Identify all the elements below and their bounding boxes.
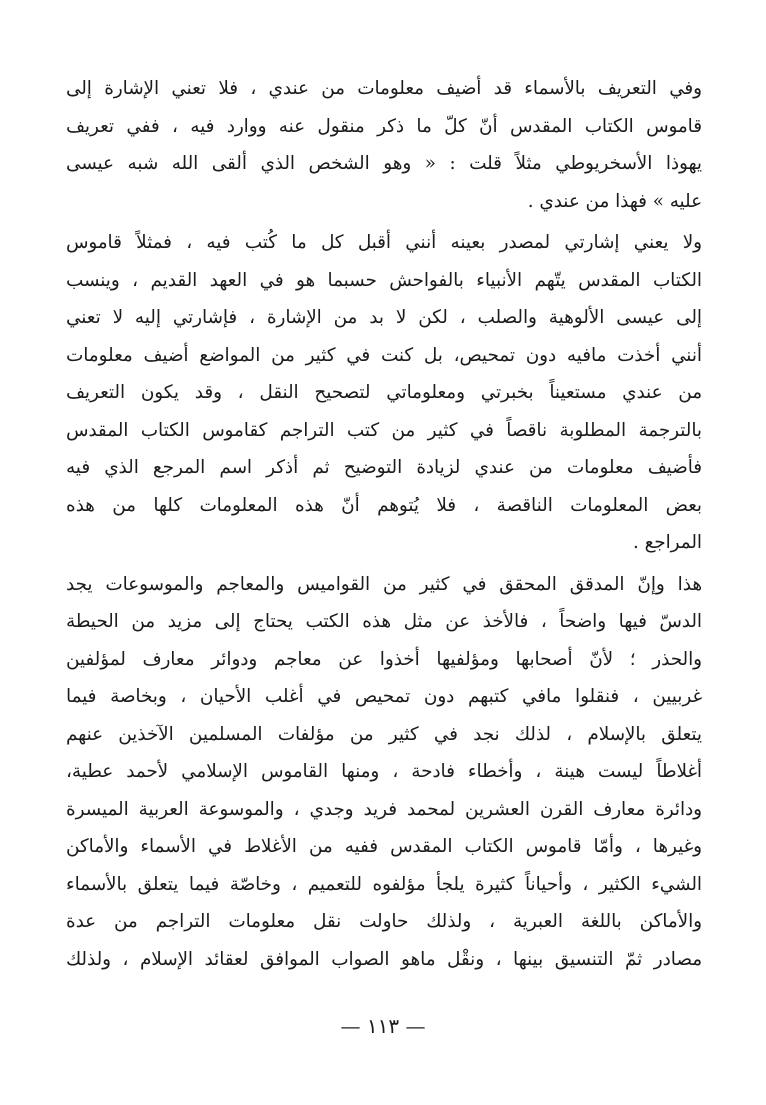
text-line: والحذر ؛ لأنّ أصحابها ومؤلفيها أخذوا عن معاجم ودوائر معارف لمؤلفين <box>66 648 702 670</box>
text-line: فأضيف معلومات من عندي لزيادة التوضيح ثم أذكر اسم المرجع الذي فيه <box>66 457 702 478</box>
text-line: الكتاب المقدس يتّهم الأنبياء بالفواحش حسبما هو في العهد القديم ، وينسب <box>66 269 702 291</box>
text-line: مصادر ثمّ التنسيق بينها ، ونقْل ماهو الصواب الموافق لعقائد الإسلام ، ولذلك <box>66 948 702 970</box>
text-line: يهوذا الأسخريوطي مثلاً قلت : « وهو الشخص الذي ألقى الله شبه عيسى <box>66 153 702 174</box>
page-number: — ١١٣ — <box>340 1014 426 1038</box>
text-line: غربيين ، فنقلوا مافي كتبهم دون تمحيص في أغلب الأحيان ، وبخاصة فيما <box>66 686 702 707</box>
text-line: وفي التعريف بالأسماء قد أضيف معلومات من عندي ، فلا تعني الإشارة إلى <box>66 78 702 99</box>
text-line: والأماكن باللغة العبرية ، ولذلك حاولت نقل معلومات التراجم من عدة <box>66 911 702 932</box>
text-line: بالترجمة المطلوبة ناقصاً في كثير من كتب التراجم كقاموس الكتاب المقدس <box>66 419 702 441</box>
text-line: قاموس الكتاب المقدس أنّ كلّ ما ذكر منقول عنه ووارد فيه ، ففي تعريف <box>66 115 702 137</box>
text-line: ودائرة معارف القرن العشرين لمحمد فريد وجدي ، والموسوعة العربية الميسرة <box>66 798 702 820</box>
text-line: أنني أخذت مافيه دون تمحيص، بل كنت في كثير من المواضع أضيف معلومات <box>66 344 702 366</box>
text-line: من عندي مستعيناً بخبرتي ومعلوماتي لتصحيح النقل ، وقد يكون التعريف <box>66 382 702 403</box>
text-line: عليه » فهذا من عندي . <box>527 190 702 212</box>
text-line: الدسّ فيها واضحاً ، فالأخذ عن مثل هذه الكتب يحتاج إلى مزيد من الحيطة <box>66 611 702 632</box>
text-line: أغلاطاً ليست هينة ، وأخطاء فادحة ، ومنها القاموس الإسلامي لأحمد عطية، <box>66 761 702 782</box>
body-text <box>66 70 702 978</box>
text-line: ولا يعني إشارتي لمصدر بعينه أنني أقبل كل ما كُتب فيه ، فمثلاً قاموس <box>66 232 702 253</box>
text-line: هذا وإنّ المدقق المحقق في كثير من القواميس والمعاجم والموسوعات يجد <box>66 573 702 595</box>
text-line: وغيرها ، وأمّا قاموس الكتاب المقدس ففيه من الأغلاط في الأسماء والأماكن <box>66 836 702 857</box>
text-line: يتعلق بالإسلام ، لذلك نجد في كثير من مؤلفات المسلمين الآخذين عنهم <box>66 723 702 745</box>
text-line: إلى عيسى الألوهية والصلب ، لكن لا بد من الإشارة ، فإشارتي إليه لا تعني <box>66 307 702 328</box>
text-line: الشيء الكثير ، وأحياناً كثيرة يلجأ مؤلفوه للتعميم ، وخاصّة فيما يتعلق بالأسماء <box>66 873 702 895</box>
text-line: المراجع . <box>632 532 702 553</box>
text-line: بعض المعلومات الناقصة ، فلا يُتوهم أنّ هذه المعلومات كلها من هذه <box>66 494 702 516</box>
